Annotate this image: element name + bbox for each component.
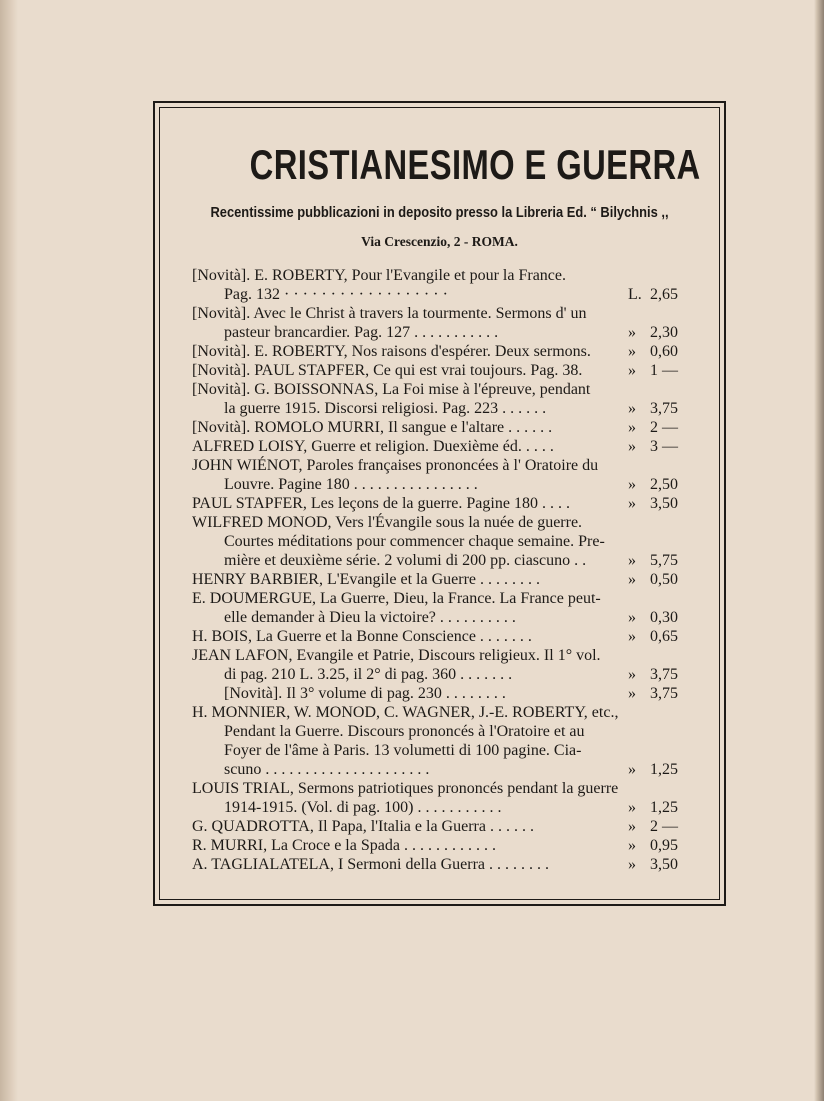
price-sign: » bbox=[628, 476, 636, 493]
entry-line: Pendant la Guerre. Discours prononcés à l'Oratoire et au bbox=[224, 723, 585, 740]
entry-price bbox=[628, 399, 688, 418]
price-amount: 0,65 bbox=[650, 628, 678, 645]
publication-list bbox=[192, 266, 688, 874]
price-amount: 0,30 bbox=[650, 609, 678, 626]
list-item bbox=[192, 418, 688, 437]
entry-price bbox=[628, 437, 688, 456]
entry-price bbox=[628, 760, 688, 779]
price-sign: » bbox=[628, 419, 636, 436]
entry-line: 1914-1915. (Vol. di pag. 100) . . . . . . . . . . . bbox=[224, 799, 502, 816]
entry-line: G. QUADROTTA, Il Papa, l'Italia e la Guerra . . . . . . bbox=[192, 818, 534, 835]
entry-price bbox=[628, 551, 688, 570]
page-right-edge bbox=[814, 0, 824, 1101]
list-item bbox=[192, 570, 688, 589]
list-item bbox=[192, 627, 688, 646]
price-amount: 0,60 bbox=[650, 343, 678, 360]
list-item bbox=[192, 361, 688, 380]
price-sign: » bbox=[628, 837, 636, 854]
price-amount: 2 — bbox=[650, 419, 678, 436]
list-item bbox=[192, 779, 688, 817]
list-item bbox=[192, 456, 688, 494]
price-amount: 3,75 bbox=[650, 400, 678, 417]
price-sign: » bbox=[628, 324, 636, 341]
entry-line: [Novità]. E. ROBERTY, Nos raisons d'espérer. Deux sermons. bbox=[192, 343, 591, 360]
entry-price bbox=[628, 570, 688, 589]
page-title: CRISTIANESIMO E GUERRA bbox=[249, 141, 701, 188]
entry-line: mière et deuxième série. 2 volumi di 200 pp. ciascuno . . bbox=[224, 552, 587, 569]
entry-line: Courtes méditations pour commencer chaque semaine. Pre- bbox=[224, 533, 605, 550]
entry-line: HENRY BARBIER, L'Evangile et la Guerre . . . . . . . . bbox=[192, 571, 541, 588]
entry-line: [Novità]. E. ROBERTY, Pour l'Evangile et pour la France. bbox=[192, 267, 566, 284]
list-item bbox=[192, 513, 688, 570]
entry-line: Pag. 132 · · · · · · · · · · · · · · · · · · bbox=[224, 286, 448, 303]
price-amount: 1,25 bbox=[650, 799, 678, 816]
entry-price bbox=[628, 855, 688, 874]
entry-line: [Novità]. Il 3° volume di pag. 230 . . . . . . . . bbox=[224, 685, 506, 702]
entry-line: la guerre 1915. Discorsi religiosi. Pag. 223 . . . . . . bbox=[224, 400, 547, 417]
price-sign: » bbox=[628, 362, 636, 379]
price-sign: » bbox=[628, 552, 636, 569]
entry-line: H. MONNIER, W. MONOD, C. WAGNER, J.-E. ROBERTY, etc., bbox=[192, 704, 619, 721]
entry-line: JOHN WIÉNOT, Paroles françaises prononcées à l' Oratoire du bbox=[192, 457, 599, 474]
entry-price bbox=[628, 836, 688, 855]
entry-price bbox=[628, 798, 688, 817]
list-item bbox=[192, 342, 688, 361]
list-item bbox=[192, 836, 688, 855]
price-amount: 1 — bbox=[650, 362, 678, 379]
price-amount: 1,25 bbox=[650, 761, 678, 778]
advertisement-frame bbox=[153, 101, 726, 906]
entry-price bbox=[628, 361, 688, 380]
entry-line: H. BOIS, La Guerre et la Bonne Conscience . . . . . . . bbox=[192, 628, 532, 645]
entry-line: [Novità]. Avec le Christ à travers la tourmente. Sermons d' un bbox=[192, 305, 587, 322]
list-item bbox=[192, 380, 688, 418]
address: Via Crescenzio, 2 - ROMA. bbox=[361, 234, 518, 249]
entry-line: [Novità]. G. BOISSONNAS, La Foi mise à l'épreuve, pendant bbox=[192, 381, 591, 398]
price-sign: » bbox=[628, 856, 636, 873]
entry-price bbox=[628, 342, 688, 361]
entry-line: di pag. 210 L. 3.25, il 2° di pag. 360 . . . . . . . bbox=[224, 666, 513, 683]
entry-line: Louvre. Pagine 180 . . . . . . . . . . . . . . . . bbox=[224, 476, 478, 493]
price-amount: 2 — bbox=[650, 818, 678, 835]
price-amount: 3,50 bbox=[650, 495, 678, 512]
list-item bbox=[192, 266, 688, 304]
entry-line: A. TAGLIALATELA, I Sermoni della Guerra . . . . . . . . bbox=[192, 856, 550, 873]
entry-price bbox=[628, 285, 688, 304]
price-sign: L. bbox=[628, 286, 642, 303]
entry-price bbox=[628, 475, 688, 494]
list-item bbox=[192, 437, 688, 456]
price-sign: » bbox=[628, 761, 636, 778]
list-item bbox=[192, 817, 688, 836]
entry-line: E. DOUMERGUE, La Guerre, Dieu, la France. La France peut- bbox=[192, 590, 601, 607]
list-item bbox=[192, 646, 688, 684]
list-item bbox=[192, 494, 688, 513]
entry-line: elle demander à Dieu la victoire? . . . . . . . . . . bbox=[224, 609, 516, 626]
entry-line: PAUL STAPFER, Les leçons de la guerre. Pagine 180 . . . . bbox=[192, 495, 570, 512]
entry-price bbox=[628, 817, 688, 836]
entry-price bbox=[628, 684, 688, 703]
entry-line: R. MURRI, La Croce e la Spada . . . . . . . . . . . . bbox=[192, 837, 496, 854]
entry-price bbox=[628, 665, 688, 684]
entry-line: [Novità]. ROMOLO MURRI, Il sangue e l'altare . . . . . . bbox=[192, 419, 553, 436]
entry-line: Foyer de l'âme à Paris. 13 volumetti di 100 pagine. Cia- bbox=[224, 742, 582, 759]
price-sign: » bbox=[628, 438, 636, 455]
page-left-edge bbox=[0, 0, 18, 1101]
entry-price bbox=[628, 627, 688, 646]
entry-price bbox=[628, 323, 688, 342]
price-amount: 3,75 bbox=[650, 666, 678, 683]
price-sign: » bbox=[628, 818, 636, 835]
price-amount: 2,30 bbox=[650, 324, 678, 341]
list-item bbox=[192, 684, 688, 703]
price-sign: » bbox=[628, 571, 636, 588]
entry-line: JEAN LAFON, Evangile et Patrie, Discours religieux. Il 1° vol. bbox=[192, 647, 601, 664]
entry-line: WILFRED MONOD, Vers l'Évangile sous la nuée de guerre. bbox=[192, 514, 583, 531]
price-sign: » bbox=[628, 628, 636, 645]
price-sign: » bbox=[628, 343, 636, 360]
list-item bbox=[192, 304, 688, 342]
entry-line: [Novità]. PAUL STAPFER, Ce qui est vrai toujours. Pag. 38. bbox=[192, 362, 583, 379]
price-sign: » bbox=[628, 609, 636, 626]
price-amount: 2,50 bbox=[650, 476, 678, 493]
price-sign: » bbox=[628, 495, 636, 512]
price-amount: 3 — bbox=[650, 438, 678, 455]
price-sign: » bbox=[628, 685, 636, 702]
entry-price bbox=[628, 494, 688, 513]
list-item bbox=[192, 589, 688, 627]
entry-line: LOUIS TRIAL, Sermons patriotiques prononcés pendant la guerre bbox=[192, 780, 619, 797]
entry-price bbox=[628, 608, 688, 627]
price-amount: 0,50 bbox=[650, 571, 678, 588]
entry-line: ALFRED LOISY, Guerre et religion. Duexième éd. . . . . bbox=[192, 438, 554, 455]
entry-price bbox=[628, 418, 688, 437]
list-item bbox=[192, 703, 688, 779]
price-amount: 0,95 bbox=[650, 837, 678, 854]
price-amount: 3,75 bbox=[650, 685, 678, 702]
price-sign: » bbox=[628, 400, 636, 417]
entry-line: scuno . . . . . . . . . . . . . . . . . . . . . bbox=[224, 761, 430, 778]
price-sign: » bbox=[628, 799, 636, 816]
price-amount: 5,75 bbox=[650, 552, 678, 569]
subtitle: Recentissime pubblicazioni in deposito presso la Libreria Ed. “ Bilychnis ,, bbox=[210, 204, 669, 221]
price-amount: 2,65 bbox=[650, 286, 678, 303]
price-amount: 3,50 bbox=[650, 856, 678, 873]
price-sign: » bbox=[628, 666, 636, 683]
entry-line: pasteur brancardier. Pag. 127 . . . . . . . . . . . bbox=[224, 324, 499, 341]
list-item bbox=[192, 855, 688, 874]
